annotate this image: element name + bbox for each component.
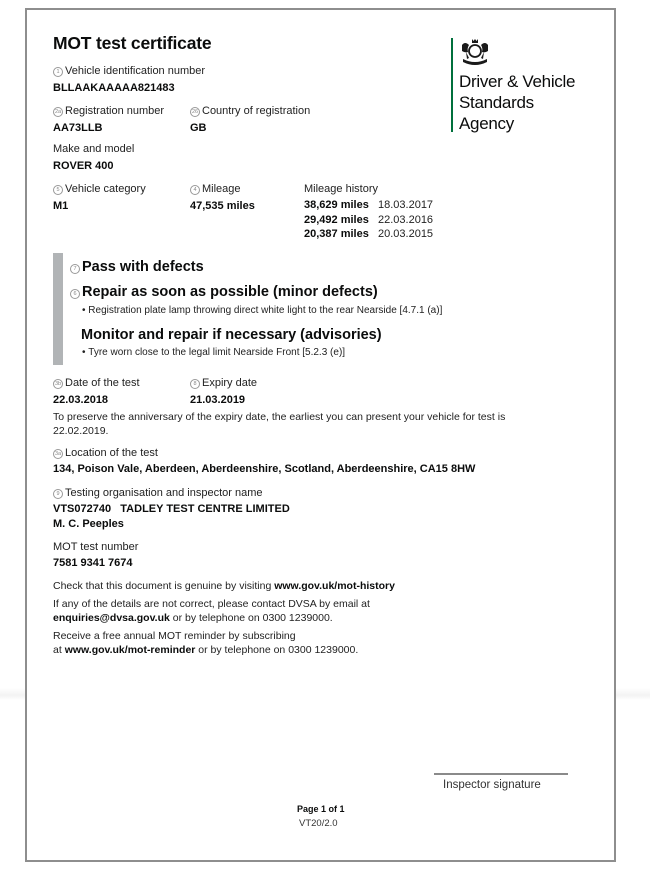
result-status-text: Pass with defects [82,259,204,275]
field-marker: 5 [53,185,63,195]
reminder-phone-text: or by telephone on 0300 1239000. [195,643,359,656]
advisory-item: • Tyre worn close to the legal limit Nearside Front [5.2.3 (e)] [82,347,346,358]
agency-name-line1: Driver & Vehicle [459,72,576,91]
location-label-text: Location of the test [65,447,158,459]
make-model-label: Make and model [53,143,135,155]
contact-email-link[interactable]: enquiries@dvsa.gov.uk [53,611,170,624]
contact-text [53,598,370,625]
result-side-bar [53,253,63,365]
history-miles: 20,387 miles [304,228,369,240]
expiry-date-value: 21.03.2019 [190,394,246,406]
earliest-test-note-line1: To preserve the anniversary of the expiry date, the earliest you can present your vehicle for test is [53,411,506,423]
field-marker: 9 [53,489,63,499]
vin-label [53,65,205,77]
reminder-text [53,630,358,657]
agency-name [459,71,575,134]
history-date: 22.03.2016 [378,213,434,226]
contact-line1: If any of the details are not correct, please contact DVSA by email at [53,598,370,610]
minor-defect-text: Registration plate lamp throwing direct white light to the rear Nearside [4.7.1 (a)] [88,305,443,316]
mileage-label-text: Mileage [202,183,241,195]
vin-label-text: Vehicle identification number [65,65,206,77]
country-value: GB [190,122,207,134]
genuine-check-text [53,580,395,594]
result-status [70,259,204,275]
mileage-value: 47,535 miles [190,200,255,212]
mot-reminder-link[interactable]: www.gov.uk/mot-reminder [64,643,196,656]
minor-defects-heading [70,284,378,300]
royal-crest-icon [458,37,492,72]
test-number-value: 7581 9341 7674 [53,557,133,569]
reminder-at: at [53,643,65,656]
registration-label-text: Registration number [65,105,165,117]
signature-label: Inspector signature [443,779,541,791]
category-label-text: Vehicle category [65,183,146,195]
make-model-value: ROVER 400 [53,160,114,172]
signature-line [434,773,568,775]
test-date-value: 22.03.2018 [53,394,109,406]
page-title: MOT test certificate [53,33,212,53]
testing-org-value [53,503,290,515]
field-marker: 3b [54,381,62,387]
registration-value: AA73LLB [53,122,103,134]
field-marker: 4 [190,185,200,195]
history-miles: 38,629 miles [304,199,369,211]
minor-defect-item: • Registration plate lamp throwing direct white light to the rear Nearside [4.7.1 (a)] [82,305,443,316]
testing-org-label [53,487,263,499]
inspector-name: M. C. Peeples [53,518,124,530]
field-marker: 7 [70,264,80,274]
test-number-label: MOT test number [53,541,139,553]
advisory-text: Tyre worn close to the legal limit Nearside Front [5.2.3 (e)] [88,347,346,358]
reminder-line1: Receive a free annual MOT reminder by subscribing [53,630,296,642]
field-marker: 6 [70,289,80,299]
category-value: M1 [53,200,69,212]
testing-org-label-text: Testing organisation and inspector name [65,487,263,499]
earliest-test-note-line2: 22.02.2019. [53,424,109,437]
field-marker: 26 [191,109,199,115]
form-version: VT20/2.0 [299,818,338,829]
agency-name-line3: Agency [459,114,514,133]
agency-logo-bar [451,38,453,132]
category-label [53,183,146,195]
contact-phone-text: or by telephone on 0300 1239000. [169,611,333,624]
testing-org-name: TADLEY TEST CENTRE LIMITED [120,503,290,515]
expiry-date-label [190,377,257,389]
location-label [53,447,158,459]
history-date: 18.03.2017 [378,199,434,211]
registration-label [53,105,164,117]
reminder-line2 [53,644,358,658]
test-date-label-text: Date of the test [65,377,140,389]
test-date-label [53,377,140,389]
agency-name-line2: Standards [459,93,534,112]
earliest-test-note [53,411,573,438]
mileage-history-row [304,198,433,213]
advisories-heading: Monitor and repair if necessary (advisories) [81,327,382,343]
minor-defects-heading-text: Repair as soon as possible (minor defects) [82,284,378,300]
mileage-history-label: Mileage history [304,183,378,195]
country-label-text: Country of registration [202,105,311,117]
history-date: 20.03.2015 [378,228,434,240]
mileage-history-list [304,198,433,242]
field-marker: 8 [190,379,200,389]
testing-site-number: VTS072740 [53,503,112,515]
location-value: 134, Poison Vale, Aberdeen, Aberdeenshire, Scotland, Aberdeenshire, CA15 8HW [53,463,476,475]
country-label [190,105,310,117]
mileage-label [190,183,241,195]
contact-line2 [53,612,370,626]
genuine-check-prefix: Check that this document is genuine by visiting [53,580,275,592]
mileage-history-row [304,213,433,228]
field-marker: 2a [54,109,62,115]
mot-history-link[interactable]: www.gov.uk/mot-history [274,580,395,592]
mileage-history-row [304,227,433,242]
expiry-date-label-text: Expiry date [202,377,258,389]
field-marker: 1 [53,67,63,77]
vin-value: BLLAAKAAAAA821483 [53,82,175,94]
field-marker: 3a [54,451,62,457]
history-miles: 29,492 miles [304,213,369,226]
page-number: Page 1 of 1 [297,804,345,814]
